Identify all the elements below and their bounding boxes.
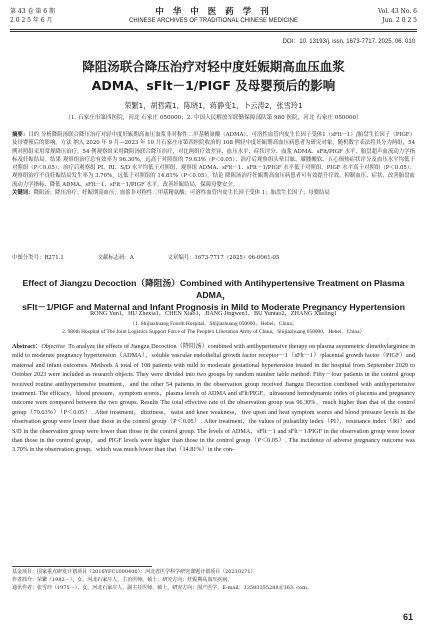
running-header [10,0,417,30]
keywords-cn-label: 关键词： [12,190,34,197]
header-rule-thin [10,31,417,32]
abstract-en-text: To analyze the effects of Jiangzu Decoction（降阻汤）combined with antihypertensive therapy on plasma asymmetric dimethylarginine in mild to moderate pregnancy hypertension（ADMA），soluble vascular endothelial growth factor receptor－1（sFlt－1）/placental growth factor（PIGF）and maternal and infant outcomes. Methods A total of 108 patients with mild to moderate gestational hypertension treated in the hospital from September 2020 to October 2023 were included as research objects. They were divided into two groups by random number table method. Fifty－four patients in the control group received routine antihypertensive treatment，and the other 54 patients in the observation group received Jiangzu Decoction combined with antihypertensive treatment. The efficacy，blood pressure，symptom scores，plasma levels of ADMA and sFlt/PIGF，ultrasound hemodynamic index of placenta and pregnancy outcome were compared between the two groups. Results The total effective rate of the observation group was 96.30%，much higher than that of the control group（79.63%）（P＜0.05）. After treatment，dizziness，waist and knee weakness，five upset and heat symptom scores and blood pressure levels in the observation group were lower than those in the control group（P＜0.05）. After treatment，the values of pulsatility index（PI），resistance index（RI）and S/D in the observation group were lower than those in the control group. The levels of ADMA，sFlt－1 and sFlt－1/PIGF in the observation group were lower than those in the control group，and PIGF levels were higher than those in the control group（P＜0.05）. The incidence of adverse pregnancy outcome was 3.70% in the observation group，which was much lower than that（14.81%）in the con- [12,343,416,454]
affiliation-en [12,320,415,336]
header-rule [10,29,417,30]
affiliation-en-1: （1. Shijiazhuang Fourth Hospital，Shijiazhuang 050000，Hebei，China； [129,321,298,327]
objective-label: Objective [41,343,66,350]
clc-number: 中图分类号：R271.1 [12,255,64,261]
title-en-line1: Effect of Jiangzu Decoction（降阻汤）Combined with Antihypertensive Treatment on Plasma ADMA， [22,278,405,300]
authors-cn: 荣繁1，胡哲霞1，陈晓1，蒋静变1，卜云涛2，张雪玲1 [124,101,303,110]
keywords-cn-text: 降阻汤；降压治疗；妊娠期高血压；血浆非对称性二甲基精氨酸；可溶性血管内皮生长因子受体 1；胎盘生长因子；母婴结局 [33,190,330,197]
title-cn-line1: 降阻汤联合降压治疗对轻中度妊娠期高血压血浆 [82,59,345,74]
abstract-cn [12,131,415,197]
document-code: 文献标志码：A [97,255,134,261]
date-en: Jun. 2 0 2 5 [382,17,417,24]
volume-en: Vol. 43 No. 6 [377,8,417,15]
abstract-en [12,342,415,455]
authors-en: RONG Yun1，HU Zhexia1，CHEN Xiao1，JIANG Jingwen1，BU Yuntao2，ZHANG Xueling1 [89,310,337,317]
doi: DOI：10. 13193/j. issn. 1673-7717. 2025. 06. 010 [282,39,415,45]
header-center [10,5,417,24]
header-right [378,7,417,25]
volume-cn: 第 43 卷 第 6 期 [10,8,55,15]
article-number: 文章编号：1673-7717（2025）06-0061-05 [167,255,280,261]
footnotes [12,569,415,592]
abstract-cn-label: 摘要： [12,132,29,138]
footnote-rule [12,566,152,567]
footnote-funding: 基金项目：国家重点研发计划项目（2016YFC1000406）；河北省医学科学研究课题计划项目（20210271） [12,569,256,575]
footnote-author-bio: 作者简介：荣繁（1982－），女，河北石家庄人，主治医师，硕士，研究方向：妊娠期高血压疾病。 [12,576,233,583]
article-title-cn [12,57,415,95]
affiliation-cn: （1. 石家庄市第四医院，河北 石家庄 050000；2. 中国人民解放军联勤保障部队第 980 医院，河北 石家庄 050000） [65,115,362,121]
footnote-corresponding: 通讯作者：张雪玲（1975－），女，河北石家庄人，副主任医师，硕士，研究方向：围产医学。E-mail：13503355288＠163. com。 [12,584,312,591]
article-meta-cn [12,254,415,262]
title-cn-line2: ADMA、sFlt－1/PIGF 及母婴预后的影响 [91,78,336,93]
date-cn: 2 0 2 5 年 6 月 [10,17,53,24]
affiliation-en-2: 2. 980th Hospital of The Joint Logistics Support Force of The People's Liberation Army of China，Shijiazhuang 050000，Hebei，China） [62,329,365,335]
page-number: 61 [402,612,413,622]
abstract-cn-text: 目的 分析降阻汤联合降压治疗对轻中度妊娠期高血压血浆非对称性二甲基精氨酸（ADMA）、可溶性血管内皮生长因子受体1（sFlt－1）/胎盘生长因子（PIGF）及母婴预后的影响。方法 纳入 2020 年 9 月—2023 年 10 月石家庄市第四医院收治的 108 例轻中度妊娠期高血压病患者为研究对象，随机数字表法将其分为两组，54 例对照组采用常规降压治疗，54 例观察组采用降阻汤联合降压治疗，对比两组疗效差异、血压水平、症状评分、血浆 ADMA、sFlt/PIGF 水平、胎盘超声血流动力学指标及妊娠结局。结果 观察组治疗总有效率为 96.30%，远高于对照组的 79.63%（P＜0.05）；治疗后观察组头晕目眩、膝腰酸软、五心烦热症状评分及血压水平均低于对照组（P＜0.05）；治疗后观察组 PI、RI、S/D 水平均低于对照组，观察组 ADMA、sFlt－1、sFlt－1/PIGF 水平低于对照组，PIGF 水平高于对照组（P＜0.05）；观察组治疗不良妊娠结局发生率为 3.70%，远低于对照组的 14.81%（P＜0.05）。结论 降阻汤治疗妊娠期高血压病患者可有效提升疗效，抑制血压、症状，改善胎盘血流动力学指标，降低 ADMA、sFlt－1、sFlt－1/PIGF 水平，改善妊娠结局，保障母婴安全。 [12,132,415,188]
title-en-line2: sFlt－1/PIGF and Maternal and Infant Prognosis in Mild to Moderate Pregnancy Hypertension [22,302,405,312]
journal-name-cn: 中 华 中 医 药 学 刊 [155,7,272,17]
abstract-en-label: Abstract： [12,343,42,350]
journal-name-en: CHINESE ARCHIVES OF TRADITIONAL CHINESE MEDICINE [128,18,299,24]
